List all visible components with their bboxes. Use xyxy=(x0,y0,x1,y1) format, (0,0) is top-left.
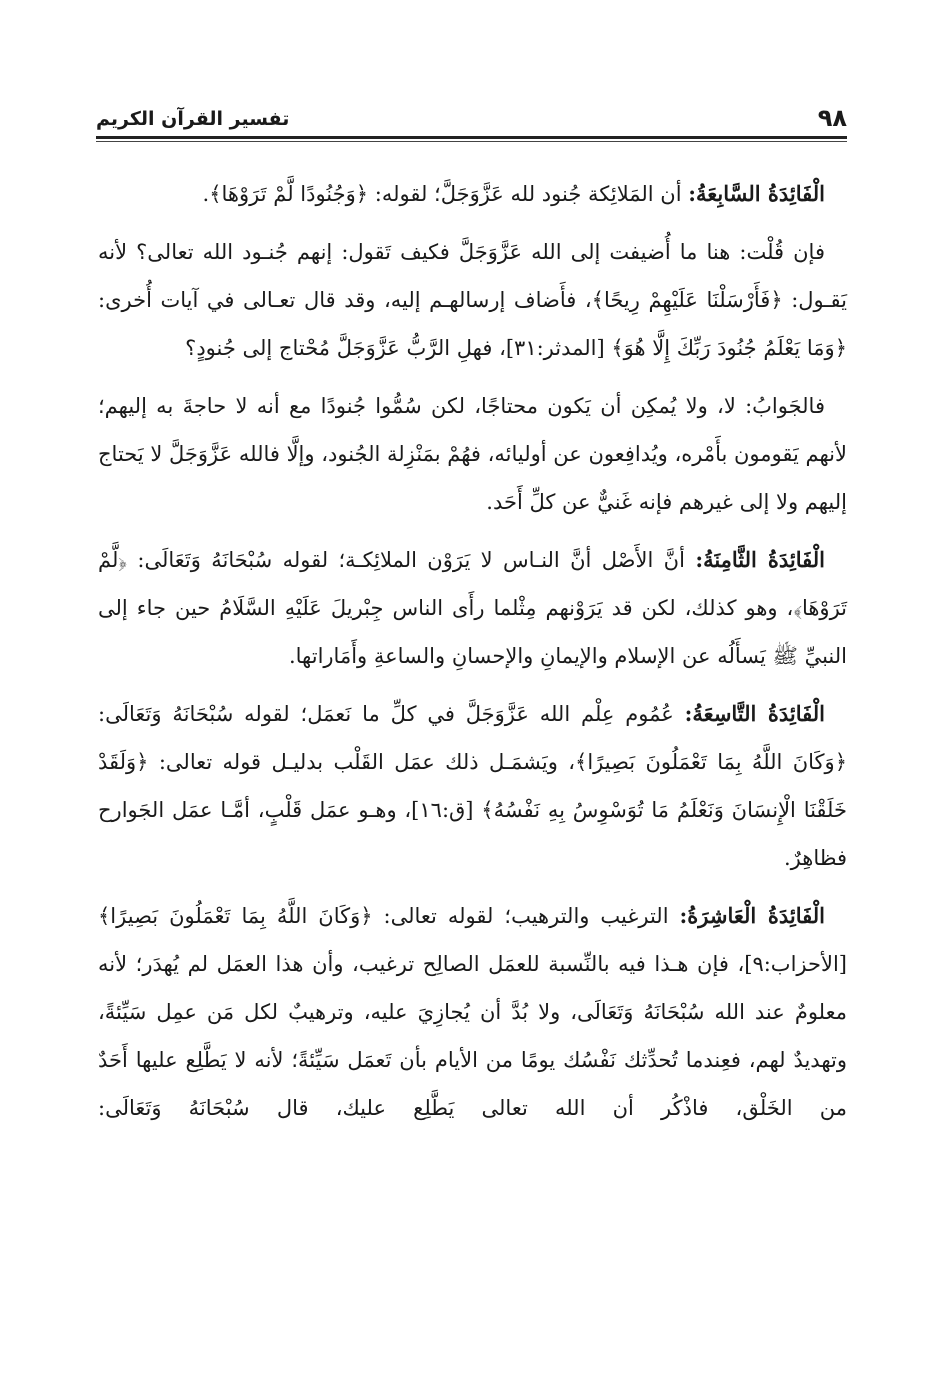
paragraph-text: أن المَلائِكة جُنود لله عَزَّوَجَلَّ؛ لقوله: ﴿وَجُنُودًا لَّمْ تَرَوْهَا﴾. xyxy=(202,182,689,206)
paragraph-benefit-9 xyxy=(98,690,847,882)
running-title: تفسير القرآن الكريم xyxy=(96,108,290,130)
paragraph-benefit-7 xyxy=(98,170,847,218)
paragraph-answer xyxy=(98,382,847,526)
header-divider xyxy=(96,136,847,139)
paragraph-benefit-8 xyxy=(98,536,847,680)
page-body xyxy=(98,170,847,1142)
paragraph-text: أنَّ الأَصْل أنَّ النـاس لا يَرَوْن الملائِكـة؛ لقوله سُبْحَانَهُ وَتَعَالَى: ﴿لَّمْ تَرَوْهَا﴾، وهو كذلك، لكن قد يَرَوْنهم مِثْلما رأَى الناس جِبْريلَ عَلَيْهِ السَّلَامُ حين جاء إلى النبيِّ ﷺ يَسأَلُه عن الإسلام والإيمانِ والإحسانِ والساعةِ وأَمَاراتها. xyxy=(98,548,847,668)
paragraph-text: الترغيب والترهيب؛ لقوله تعالى: ﴿وَكَانَ اللَّهُ بِمَا تَعْمَلُونَ بَصِيرًا﴾ [الأحزاب:٩]، فإن هـذا فيه بالنِّسبة للعمَل الصالِح ترغيب، وأن هذا العمَل لم يُهدَر؛ لأنه معلومٌ عند الله سُبْحَانَهُ وَتَعَالَى، ولا بُدَّ أن يُجازِيَ عليه، وترهيبٌ لكل مَن عمِل سَيِّئةً، وتهديدٌ لهم، فعِندما تُحدِّثك نَفْسُك يومًا من الأيام بأن تَعمَل سَيِّئةً؛ لأنه لا يَطَّلِع عليها أَحَدٌ من الخَلْق، فاذْكُر أن الله تعالى يَطَّلِع عليك، قال سُبْحَانَهُ وَتَعَالَى: xyxy=(98,904,847,1120)
page-number: ٩٨ xyxy=(817,104,847,132)
page-header xyxy=(96,92,847,132)
benefit-heading: الْفَائِدَةُ الْعَاشِرَةُ: xyxy=(679,903,825,928)
paragraph-text: فإن قُلْت: هنا ما أُضيفت إلى الله عَزَّوَجَلَّ فكيف تَقول: إنهم جُنـود الله تعالى؟ لأنه يَقـول: ﴿فَأَرْسَلْنَا عَلَيْهِمْ رِيحًا﴾، فأَضاف إرسالهـم إليه، وقد قال تعـالى في آيات أُخرى: ﴿وَمَا يَعْلَمُ جُنُودَ رَبِّكَ إِلَّا هُوَ﴾ [المدثر:٣١]، فهلِ الرَّبُّ عَزَّوَجَلَّ مُحْتاج إلى جُنودٍ؟ xyxy=(98,240,847,360)
paragraph-question xyxy=(98,228,847,372)
benefit-heading: الْفَائِدَةُ الثَّامِنَةُ: xyxy=(695,547,826,572)
paragraph-text: عُمُوم عِلْم الله عَزَّوَجَلَّ في كلِّ ما نَعمَل؛ لقوله سُبْحَانَهُ وَتَعَالَى: ﴿وَكَانَ اللَّهُ بِمَا تَعْمَلُونَ بَصِيرًا﴾، ويَشمَـل ذلك عمَل القَلْب بدليـل قوله تعالى: ﴿وَلَقَدْ خَلَقْنَا الْإِنسَانَ وَنَعْلَمُ مَا تُوَسْوِسُ بِهِ نَفْسُهُ﴾ [ق:١٦]، وهـو عمَل قَلْبٍ، أمَّـا عمَل الجَوارح فظاهِرٌ. xyxy=(98,702,847,870)
paragraph-benefit-10 xyxy=(98,892,847,1132)
paragraph-text: فالجَوابُ: لا، ولا يُمكِن أن يَكون محتاجًا، لكن سُمُّوا جُنودًا مع أنه لا حاجةَ به إليهم؛ لأنهم يَقومون بأَمْره، ويُدافِعون عن أوليائه، فهُمْ بمَنْزِلة الجُنود، وإلَّا فالله عَزَّوَجَلَّ لا يَحتاج إليهم ولا إلى غيرهم فإنه غَنيٌّ عن كلِّ أَحَد. xyxy=(98,394,847,514)
header-divider-thin xyxy=(96,141,847,142)
benefit-heading: الْفَائِدَةُ التَّاسِعَةُ: xyxy=(684,701,825,726)
benefit-heading: الْفَائِدَةُ السَّابِعَةُ: xyxy=(688,181,825,206)
